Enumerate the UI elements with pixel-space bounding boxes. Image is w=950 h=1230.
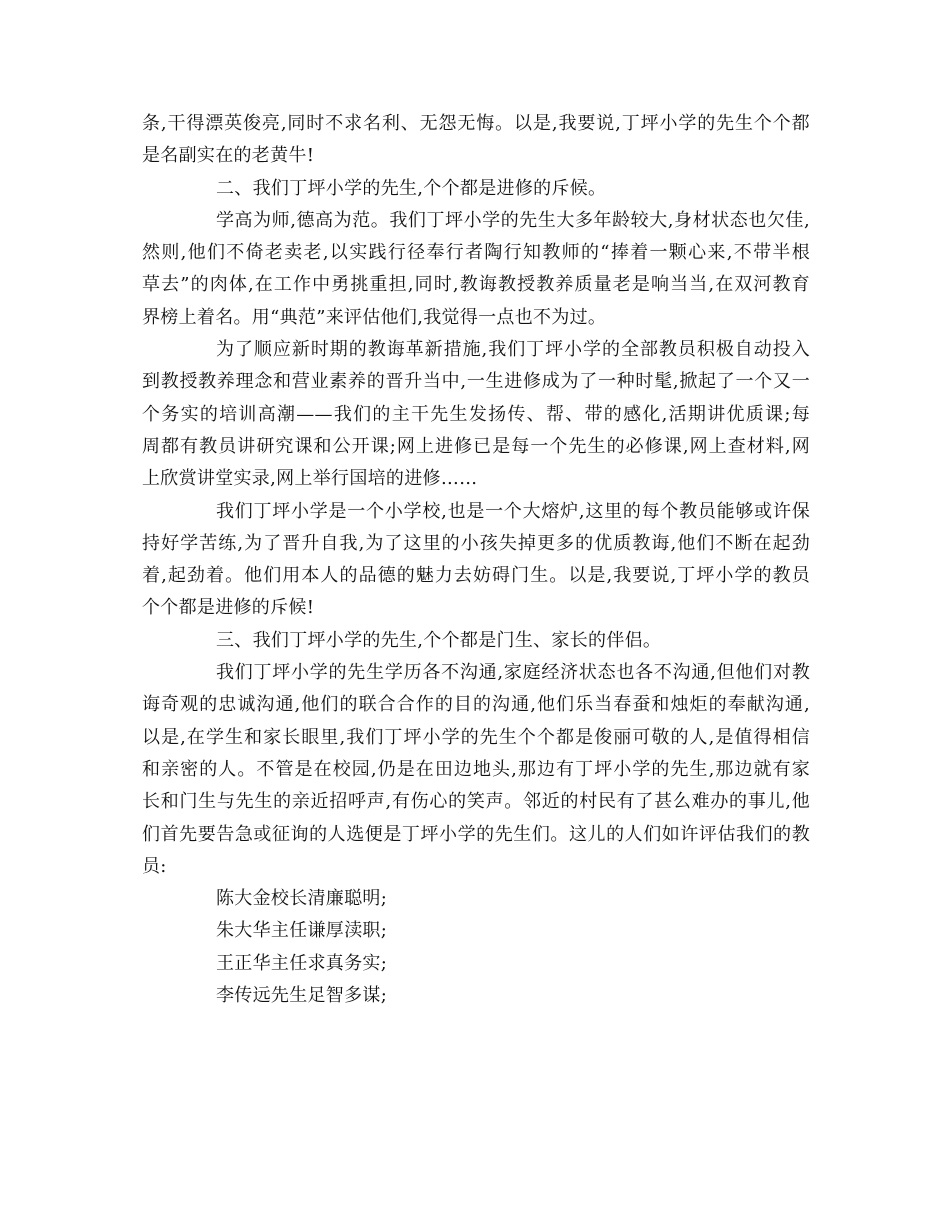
text-line: 和亲密的人。不管是在校园,仍是在田边地头,那边有丁坪小学的先生,那边就有家 [142, 758, 810, 780]
text-line: 长和门生与先生的亲近招呼声,有伤心的笑声。邻近的村民有了甚么难办的事儿,他 [142, 791, 810, 813]
text-line: 三、我们丁坪小学的先生,个个都是门生、家长的伴侣。 [216, 629, 662, 651]
text-line: 为了顺应新时期的教诲革新措施,我们丁坪小学的全部教员积极自动投入 [216, 339, 810, 361]
text-line: 王正华主任求真务实; [216, 952, 388, 974]
text-line: 持好学苦练,为了晋升自我,为了这里的小孩失掉更多的优质教诲,他们不断在起劲 [142, 532, 810, 554]
text-line: 条,干得漂英俊亮,同时不求名利、无怨无悔。以是,我要说,丁坪小学的先生个个都 [142, 113, 810, 134]
document-body [142, 108, 810, 1012]
text-line: 周都有教员讲研究课和公开课;网上进修已是每一个先生的必修课,网上查材料,网 [142, 435, 810, 457]
text-line: 学高为师,德高为范。我们丁坪小学的先生大多年龄较大,身材状态也欠佳, [216, 209, 810, 231]
text-line: 到教授教养理念和营业素养的晋升当中,一生进修成为了一种时髦,掀起了一个又一 [142, 371, 810, 393]
text-line: 朱大华主任谦厚渎职; [216, 920, 388, 942]
text-line: 着,起劲着。他们用本人的品德的魅力去妨碍门生。以是,我要说,丁坪小学的教员 [142, 565, 810, 587]
text-line: 上欣赏讲堂实录,网上举行国培的进修…… [142, 468, 478, 490]
text-line: 员: [142, 855, 167, 877]
text-line: 界榜上着名。用“典范”来评估他们,我觉得一点也不为过。 [142, 306, 607, 328]
text-line: 李传远先生足智多谋; [216, 985, 388, 1007]
text-line: 然则,他们不倚老卖老,以实践行径奉行者陶行知教师的“捧着一颗心来,不带半根 [142, 242, 810, 264]
text-line: 以是,在学生和家长眼里,我们丁坪小学的先生个个都是俊丽可敬的人,是值得相信 [142, 726, 810, 748]
text-line: 陈大金校长清廉聪明; [216, 888, 388, 910]
text-line: 个个都是进修的斥候! [142, 597, 315, 619]
text-line: 们首先要告急或征询的人选便是丁坪小学的先生们。这儿的人们如许评估我们的教 [142, 823, 810, 845]
text-line: 我们丁坪小学是一个小学校,也是一个大熔炉,这里的每个教员能够或许保 [216, 500, 810, 522]
text-line: 个务实的培训高潮——我们的主干先生发扬传、帮、带的感化,活期讲优质课;每 [142, 403, 810, 425]
text-line: 草去”的肉体,在工作中勇挑重担,同时,教诲教授教养质量老是响当当,在双河教育 [142, 274, 810, 296]
text-line: 我们丁坪小学的先生学历各不沟通,家庭经济状态也各不沟通,但他们对教 [216, 662, 810, 684]
text-line: 诲奇观的忠诚沟通,他们的联合合作的目的沟通,他们乐当春蚕和烛炬的奉献沟通, [142, 694, 810, 716]
text-line: 二、我们丁坪小学的先生,个个都是进修的斥候。 [216, 177, 607, 199]
text-line: 是名副实在的老黄牛! [142, 145, 315, 167]
